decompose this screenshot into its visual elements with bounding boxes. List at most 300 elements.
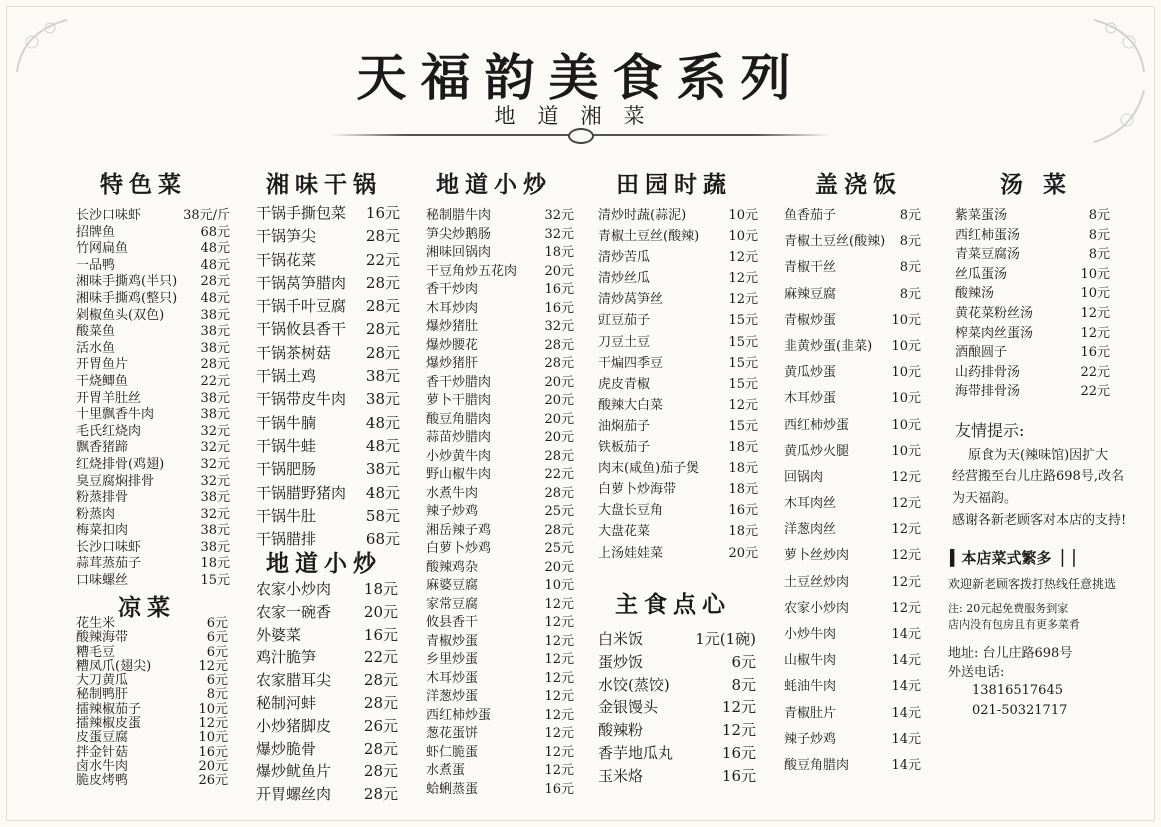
section-title-xiaochao2: 地道小炒 [436, 172, 552, 198]
menu-item-price: 38元 [365, 390, 400, 409]
menu-item-name: 白萝卜炒海带 [598, 482, 677, 498]
menu-item [76, 287, 230, 304]
menu-item-name: 蒜茸蒸茄子 [76, 556, 142, 572]
menu-item-price: 12元 [544, 744, 574, 760]
menu-item [426, 685, 574, 704]
menu-item-price: 6元 [206, 644, 228, 660]
menu-item-name: 臭豆腐焖排骨 [76, 473, 155, 489]
menu-item-price: 16元 [544, 282, 574, 297]
menu-item-price: 16元 [365, 204, 400, 222]
menu-item [426, 352, 574, 371]
menu-item [426, 574, 574, 593]
menu-item-name: 爆炒猪肚 [426, 319, 479, 334]
menu-item-name: 清炒丝瓜 [598, 271, 651, 287]
menu-item-price: 38元 [200, 324, 230, 340]
menu-item-name: 攸县香干 [426, 615, 479, 630]
menu-item-price: 48元 [365, 483, 400, 502]
menu-item [76, 712, 228, 732]
menu-item-name: 刀豆土豆 [598, 334, 651, 350]
menu-item-price: 10元 [1080, 286, 1110, 302]
menu-item-name: 小炒牛肉 [784, 627, 837, 642]
menu-item-price: 22元 [544, 467, 574, 482]
menu-item-price: 58元 [365, 506, 400, 525]
menu-item-name: 萝卜丝炒肉 [784, 548, 850, 564]
menu-title: 天福韵美食系列 [356, 48, 805, 107]
menu-item-name: 干锅牛蛙 [256, 436, 317, 455]
menu-item-name: 拌金针菇 [76, 744, 129, 760]
menu-item [784, 309, 921, 335]
menu-item-price: 10元 [1080, 266, 1110, 282]
menu-item [426, 334, 574, 353]
menu-item [955, 361, 1110, 381]
menu-item [256, 295, 400, 318]
menu-item-name: 水饺(蒸饺) [598, 675, 670, 694]
menu-item-name: 水煮蛋 [426, 763, 466, 778]
menu-item [256, 669, 398, 692]
menu-item-price: 8元 [1088, 208, 1110, 223]
menu-item-name: 糟凤爪(翅尖) [76, 658, 152, 674]
menu-item [784, 204, 921, 230]
menu-item-name: 外婆菜 [256, 625, 302, 644]
menu-item [76, 612, 228, 631]
menu-item-price: 12元 [891, 574, 921, 590]
menu-item-name: 秘制河蚌 [256, 693, 317, 712]
menu-item [76, 741, 228, 760]
menu-item-name: 豇豆茄子 [598, 313, 651, 329]
menu-item [784, 440, 921, 466]
menu-item-name: 青椒干丝 [784, 260, 837, 276]
menu-item-name: 金银馒头 [598, 698, 659, 717]
section-list-xiaochao1 [256, 578, 398, 806]
menu-item-price: 12元 [728, 292, 758, 308]
menu-item [426, 500, 574, 519]
menu-item-price: 28元 [363, 671, 398, 690]
menu-item-price: 28元 [544, 448, 574, 464]
menu-item-price: 28元 [544, 356, 574, 371]
menu-item-name: 木耳肉丝 [784, 496, 837, 512]
menu-item-price: 28元 [544, 485, 574, 501]
section-title-tang: 汤 菜 [1000, 172, 1073, 198]
menu-item-price: 28元 [544, 337, 574, 353]
menu-item-name: 辣子炒鸡 [426, 504, 479, 519]
store-note: 注: 20元起免费服务到家 [948, 602, 1069, 615]
menu-item [426, 704, 574, 723]
notice-line: 经营搬至台儿庄路698号,改名 [952, 469, 1124, 484]
menu-item-name: 干豆角炒五花肉 [426, 263, 518, 279]
menu-item-name: 糟毛豆 [76, 644, 116, 660]
menu-item [784, 230, 921, 256]
menu-item-price: 28元 [200, 274, 230, 290]
menu-item-price: 8元 [731, 675, 756, 694]
menu-item-name: 西红柿蛋汤 [955, 227, 1021, 243]
menu-item-name: 麻辣豆腐 [784, 286, 837, 302]
menu-item-price: 22元 [1080, 384, 1110, 400]
menu-item-name: 飘香猪蹄 [76, 440, 129, 456]
menu-item-name: 活水鱼 [76, 340, 116, 356]
menu-item [76, 370, 230, 387]
menu-item [256, 578, 398, 601]
menu-item [598, 246, 758, 267]
menu-item-price: 38元 [200, 390, 230, 406]
section-title-tianyuan: 田园时蔬 [616, 172, 732, 198]
menu-item-name: 酸辣粉 [598, 721, 644, 740]
menu-item-price: 12元 [891, 548, 921, 564]
menu-item [598, 542, 758, 563]
menu-item [76, 470, 230, 487]
menu-item-price: 12元 [544, 689, 574, 704]
menu-item [426, 741, 574, 760]
menu-item-name: 长沙口味虾 [76, 208, 142, 223]
menu-item [426, 241, 574, 260]
menu-item-name: 蛋炒饭 [598, 652, 644, 671]
menu-item-price: 16元 [544, 300, 574, 316]
menu-item-price: 10元 [891, 365, 921, 381]
menu-item-price: 6元 [206, 616, 228, 631]
menu-item-name: 干烧鲫鱼 [76, 373, 129, 389]
menu-item-name: 粉蒸排骨 [76, 490, 129, 506]
menu-item [76, 254, 230, 271]
menu-item [426, 722, 574, 741]
menu-item-price: 16元 [728, 503, 758, 519]
menu-item [426, 426, 574, 445]
menu-item-price: 8元 [206, 687, 228, 703]
menu-item-price: 18元 [728, 524, 758, 540]
menu-item-price: 12元 [544, 615, 574, 630]
menu-item [598, 742, 756, 765]
menu-item-price: 10元 [891, 391, 921, 407]
menu-item-name: 小炒猪脚皮 [256, 716, 332, 735]
menu-item-name: 口味螺丝 [76, 573, 129, 589]
menu-item-price: 12元 [721, 698, 756, 717]
menu-item [426, 556, 574, 575]
menu-item-name: 农家一碗香 [256, 602, 332, 621]
menu-item [256, 692, 398, 715]
menu-item-price: 12元 [544, 763, 574, 778]
menu-item-price: 38元 [200, 307, 230, 323]
menu-item-price: 20元 [544, 559, 574, 575]
menu-item-name: 青椒炒蛋 [426, 633, 479, 649]
menu-item-name: 蛤蜊蒸蛋 [426, 781, 479, 797]
menu-item-name: 一品鸭 [76, 257, 116, 273]
menu-item [426, 260, 574, 279]
menu-item [784, 675, 921, 701]
menu-item-name: 湘味回锅肉 [426, 245, 492, 260]
menu-item [955, 263, 1110, 283]
menu-item [426, 759, 574, 778]
menu-item-name: 干锅攸县香干 [256, 320, 347, 339]
menu-item-price: 8元 [899, 234, 921, 250]
menu-item-name: 干煸四季豆 [598, 355, 664, 371]
menu-item-price: 32元 [200, 423, 230, 439]
menu-item [784, 387, 921, 413]
menu-item-price: 20元 [363, 602, 398, 621]
menu-item-name: 青椒土豆丝(酸辣) [598, 229, 700, 245]
menu-item [256, 388, 400, 411]
menu-item-name: 大盘花菜 [598, 524, 651, 540]
menu-item-price: 1元(1碗) [695, 630, 756, 648]
menu-item-name: 爆炒猪肝 [426, 356, 479, 371]
menu-item-name: 小炒黄牛肉 [426, 448, 492, 464]
menu-item-price: 12元 [544, 670, 574, 686]
menu-item-price: 15元 [728, 376, 758, 392]
menu-item-price: 28元 [363, 693, 398, 712]
menu-item [598, 499, 758, 520]
menu-item-price: 12元 [1080, 305, 1110, 321]
section-title-xiaochao1: 地道小炒 [266, 551, 382, 577]
menu-item-name: 开胃鱼片 [76, 357, 129, 373]
menu-item [426, 389, 574, 408]
menu-item-price: 28元 [365, 273, 400, 292]
menu-subtitle: 地道湘菜 [494, 104, 667, 128]
menu-item [784, 623, 921, 649]
menu-item-name: 黄瓜炒蛋 [784, 365, 837, 381]
menu-item [426, 648, 574, 667]
menu-item-name: 毛氏红烧肉 [76, 423, 142, 439]
menu-item-price: 32元 [544, 226, 574, 242]
section-list-zhushi [598, 628, 756, 788]
menu-item-name: 香干炒肉 [426, 282, 479, 297]
menu-item-price: 6元 [731, 652, 756, 671]
store-phone-label: 外送电话: [948, 665, 1005, 680]
menu-item-price: 38元 [200, 490, 230, 506]
menu-item [598, 765, 756, 788]
menu-item [784, 518, 921, 544]
menu-item-price: 18元 [728, 482, 758, 498]
menu-item-price: 10元 [891, 338, 921, 354]
menu-item-price: 68元 [200, 224, 230, 240]
menu-item [256, 624, 398, 647]
section-list-liang [76, 612, 228, 789]
menu-item-price: 8元 [1088, 227, 1110, 243]
menu-item-name: 家常豆腐 [426, 596, 479, 612]
menu-item-name: 回锅肉 [784, 469, 824, 485]
menu-item-name: 洋葱炒蛋 [426, 689, 479, 704]
menu-item-price: 12元 [891, 469, 921, 485]
menu-item-price: 38元 [365, 460, 400, 479]
menu-item-name: 笋尖炒鹅肠 [426, 226, 492, 242]
menu-item [256, 249, 400, 272]
menu-item-name: 葱花蛋饼 [426, 726, 479, 741]
menu-item [256, 435, 400, 458]
menu-item [784, 571, 921, 597]
menu-item-price: 10元 [198, 701, 228, 717]
menu-item-price: 22元 [1080, 364, 1110, 380]
menu-item [256, 646, 398, 669]
menu-item-name: 酸辣鸡杂 [426, 559, 479, 575]
menu-item [256, 715, 398, 738]
menu-item-price: 20元 [544, 263, 574, 279]
menu-item-price: 12元 [728, 250, 758, 266]
menu-item-price: 32元 [200, 440, 230, 456]
menu-item-name: 海带排骨汤 [955, 384, 1021, 400]
menu-item-name: 虎皮青椒 [598, 376, 651, 392]
menu-item-name: 青椒肚片 [784, 705, 837, 721]
menu-item-price: 8元 [1088, 247, 1110, 263]
menu-item-price: 38元 [200, 523, 230, 539]
notice-line: 原食为天(辣味馆)因扩大 [968, 448, 1109, 463]
menu-item-name: 乡里炒蛋 [426, 652, 479, 667]
menu-item-price: 12元 [721, 721, 756, 740]
menu-item [784, 544, 921, 570]
menu-item [955, 224, 1110, 244]
menu-item [76, 387, 230, 404]
menu-item-price: 8元 [899, 208, 921, 223]
menu-item-price: 10元 [891, 312, 921, 328]
menu-item-price: 10元 [891, 417, 921, 433]
store-welcome: 欢迎新老顾客拨打热线任意挑选 [948, 577, 1117, 591]
menu-item [256, 738, 398, 761]
store-banner-text: 本店菜式繁多 [961, 549, 1052, 567]
menu-item-name: 酸豆角腊肉 [784, 757, 850, 773]
menu-item-name: 白萝卜炒鸡 [426, 541, 492, 556]
menu-item [955, 302, 1110, 322]
title-divider-ornament [330, 128, 830, 142]
menu-item [426, 482, 574, 501]
menu-item-price: 15元 [728, 355, 758, 371]
menu-item [256, 601, 398, 624]
menu-item [76, 221, 230, 238]
menu-item-price: 32元 [200, 456, 230, 472]
menu-item-name: 十里飘香牛肉 [76, 407, 155, 423]
menu-item [598, 696, 756, 719]
menu-item-name: 酒酿圆子 [955, 345, 1008, 361]
menu-item-price: 38元 [365, 367, 400, 386]
menu-item [76, 353, 230, 373]
menu-item-price: 8元 [899, 260, 921, 276]
menu-item-name: 湘味手撕鸡(整只) [76, 290, 178, 306]
menu-item-price: 12元 [728, 271, 758, 287]
menu-item [256, 342, 400, 365]
menu-item-price: 22元 [200, 373, 230, 389]
menu-item [955, 380, 1110, 400]
menu-item-name: 擂辣椒皮蛋 [76, 716, 142, 732]
menu-item-price: 20元 [544, 411, 574, 427]
menu-item [426, 315, 574, 334]
menu-item-name: 爆炒脆骨 [256, 739, 317, 758]
menu-item-price: 48元 [200, 241, 230, 257]
menu-item-price: 26元 [198, 773, 228, 789]
store-phone: 13816517645 [972, 683, 1063, 698]
menu-item [426, 445, 574, 464]
menu-item-name: 香芋地瓜丸 [598, 743, 674, 762]
menu-item-price: 28元 [363, 739, 398, 758]
menu-item-name: 清炒莴笋丝 [598, 292, 664, 308]
menu-item-name: 干锅土鸡 [256, 367, 317, 386]
menu-item-price: 12元 [891, 496, 921, 512]
menu-item [784, 466, 921, 492]
menu-item [598, 415, 758, 436]
menu-item-name: 木耳炒蛋 [784, 391, 837, 407]
menu-item [76, 453, 230, 470]
menu-item [76, 519, 230, 539]
menu-item-price: 12元 [198, 658, 228, 674]
menu-item [256, 272, 400, 295]
menu-item [598, 457, 758, 478]
menu-item [955, 341, 1110, 361]
menu-item-price: 48元 [200, 257, 230, 273]
menu-item-name: 干锅带皮牛肉 [256, 390, 347, 409]
menu-item [76, 755, 228, 774]
menu-item [598, 267, 758, 288]
menu-item-price: 10元 [728, 229, 758, 245]
menu-item-price: 32元 [544, 319, 574, 334]
menu-item-name: 剁椒鱼头(双色) [76, 307, 165, 323]
menu-item-name: 玉米烙 [598, 766, 644, 785]
menu-item [426, 463, 574, 482]
menu-item-name: 西红柿炒蛋 [426, 707, 492, 723]
menu-item-price: 16元 [721, 766, 756, 785]
menu-item [784, 702, 921, 728]
menu-item-price: 28元 [200, 357, 230, 373]
menu-item-price: 12元 [544, 652, 574, 667]
menu-item-price: 12元 [891, 522, 921, 538]
menu-item [76, 337, 230, 354]
menu-item-name: 酸辣海带 [76, 630, 129, 646]
menu-item-name: 酸辣汤 [955, 286, 995, 302]
menu-item [426, 630, 574, 649]
section-title-tese: 特色菜 [100, 172, 187, 198]
store-address: 地址: 台儿庄路698号 [948, 646, 1073, 661]
menu-item-name: 干锅花菜 [256, 250, 317, 269]
section-list-ganguo [256, 202, 400, 551]
menu-item-name: 卤水牛肉 [76, 758, 129, 774]
menu-item-price: 10元 [198, 730, 228, 746]
menu-item-name: 秘制鸭肝 [76, 687, 129, 703]
menu-item [76, 536, 230, 553]
menu-item-name: 竹网扁鱼 [76, 241, 129, 257]
menu-item-price: 14元 [891, 679, 921, 695]
menu-item [598, 225, 758, 246]
menu-item [256, 458, 400, 481]
menu-item [426, 519, 574, 538]
menu-item-price: 28元 [365, 343, 400, 362]
menu-item-name: 虾仁脆蛋 [426, 744, 479, 760]
menu-item [426, 371, 574, 390]
menu-item-name: 爆炒腰花 [426, 337, 479, 353]
menu-item [426, 778, 574, 797]
store-note: 店内没有包房且有更多菜肴 [948, 618, 1080, 631]
menu-item [784, 256, 921, 282]
menu-item-price: 28元 [365, 320, 400, 339]
menu-item-name: 干锅笋尖 [256, 227, 317, 246]
menu-item-price: 28元 [365, 297, 400, 316]
menu-item-name: 鸡汁脆笋 [256, 648, 317, 667]
menu-item [76, 486, 230, 506]
menu-item [598, 204, 758, 225]
menu-item [784, 361, 921, 387]
menu-item [76, 569, 230, 589]
menu-item-name: 干锅茶树菇 [256, 343, 332, 362]
menu-item-name: 农家小炒肉 [256, 580, 332, 598]
menu-item [426, 204, 574, 223]
menu-item [784, 414, 921, 440]
menu-item-name: 香干炒腊肉 [426, 374, 492, 390]
menu-item [76, 436, 230, 456]
menu-item [426, 537, 574, 556]
menu-item-name: 清炒苦瓜 [598, 250, 651, 266]
menu-item [598, 674, 756, 697]
section-list-tese [76, 204, 230, 589]
menu-item-price: 14元 [891, 705, 921, 721]
menu-item-price: 18元 [544, 245, 574, 260]
menu-item-name: 干锅肥肠 [256, 460, 317, 479]
menu-item-price: 12元 [891, 600, 921, 616]
menu-item [256, 760, 398, 783]
menu-item-price: 38元 [200, 340, 230, 356]
store-phone: 021-50321717 [972, 703, 1068, 718]
menu-item [784, 597, 921, 623]
menu-item-price: 15元 [728, 334, 758, 350]
